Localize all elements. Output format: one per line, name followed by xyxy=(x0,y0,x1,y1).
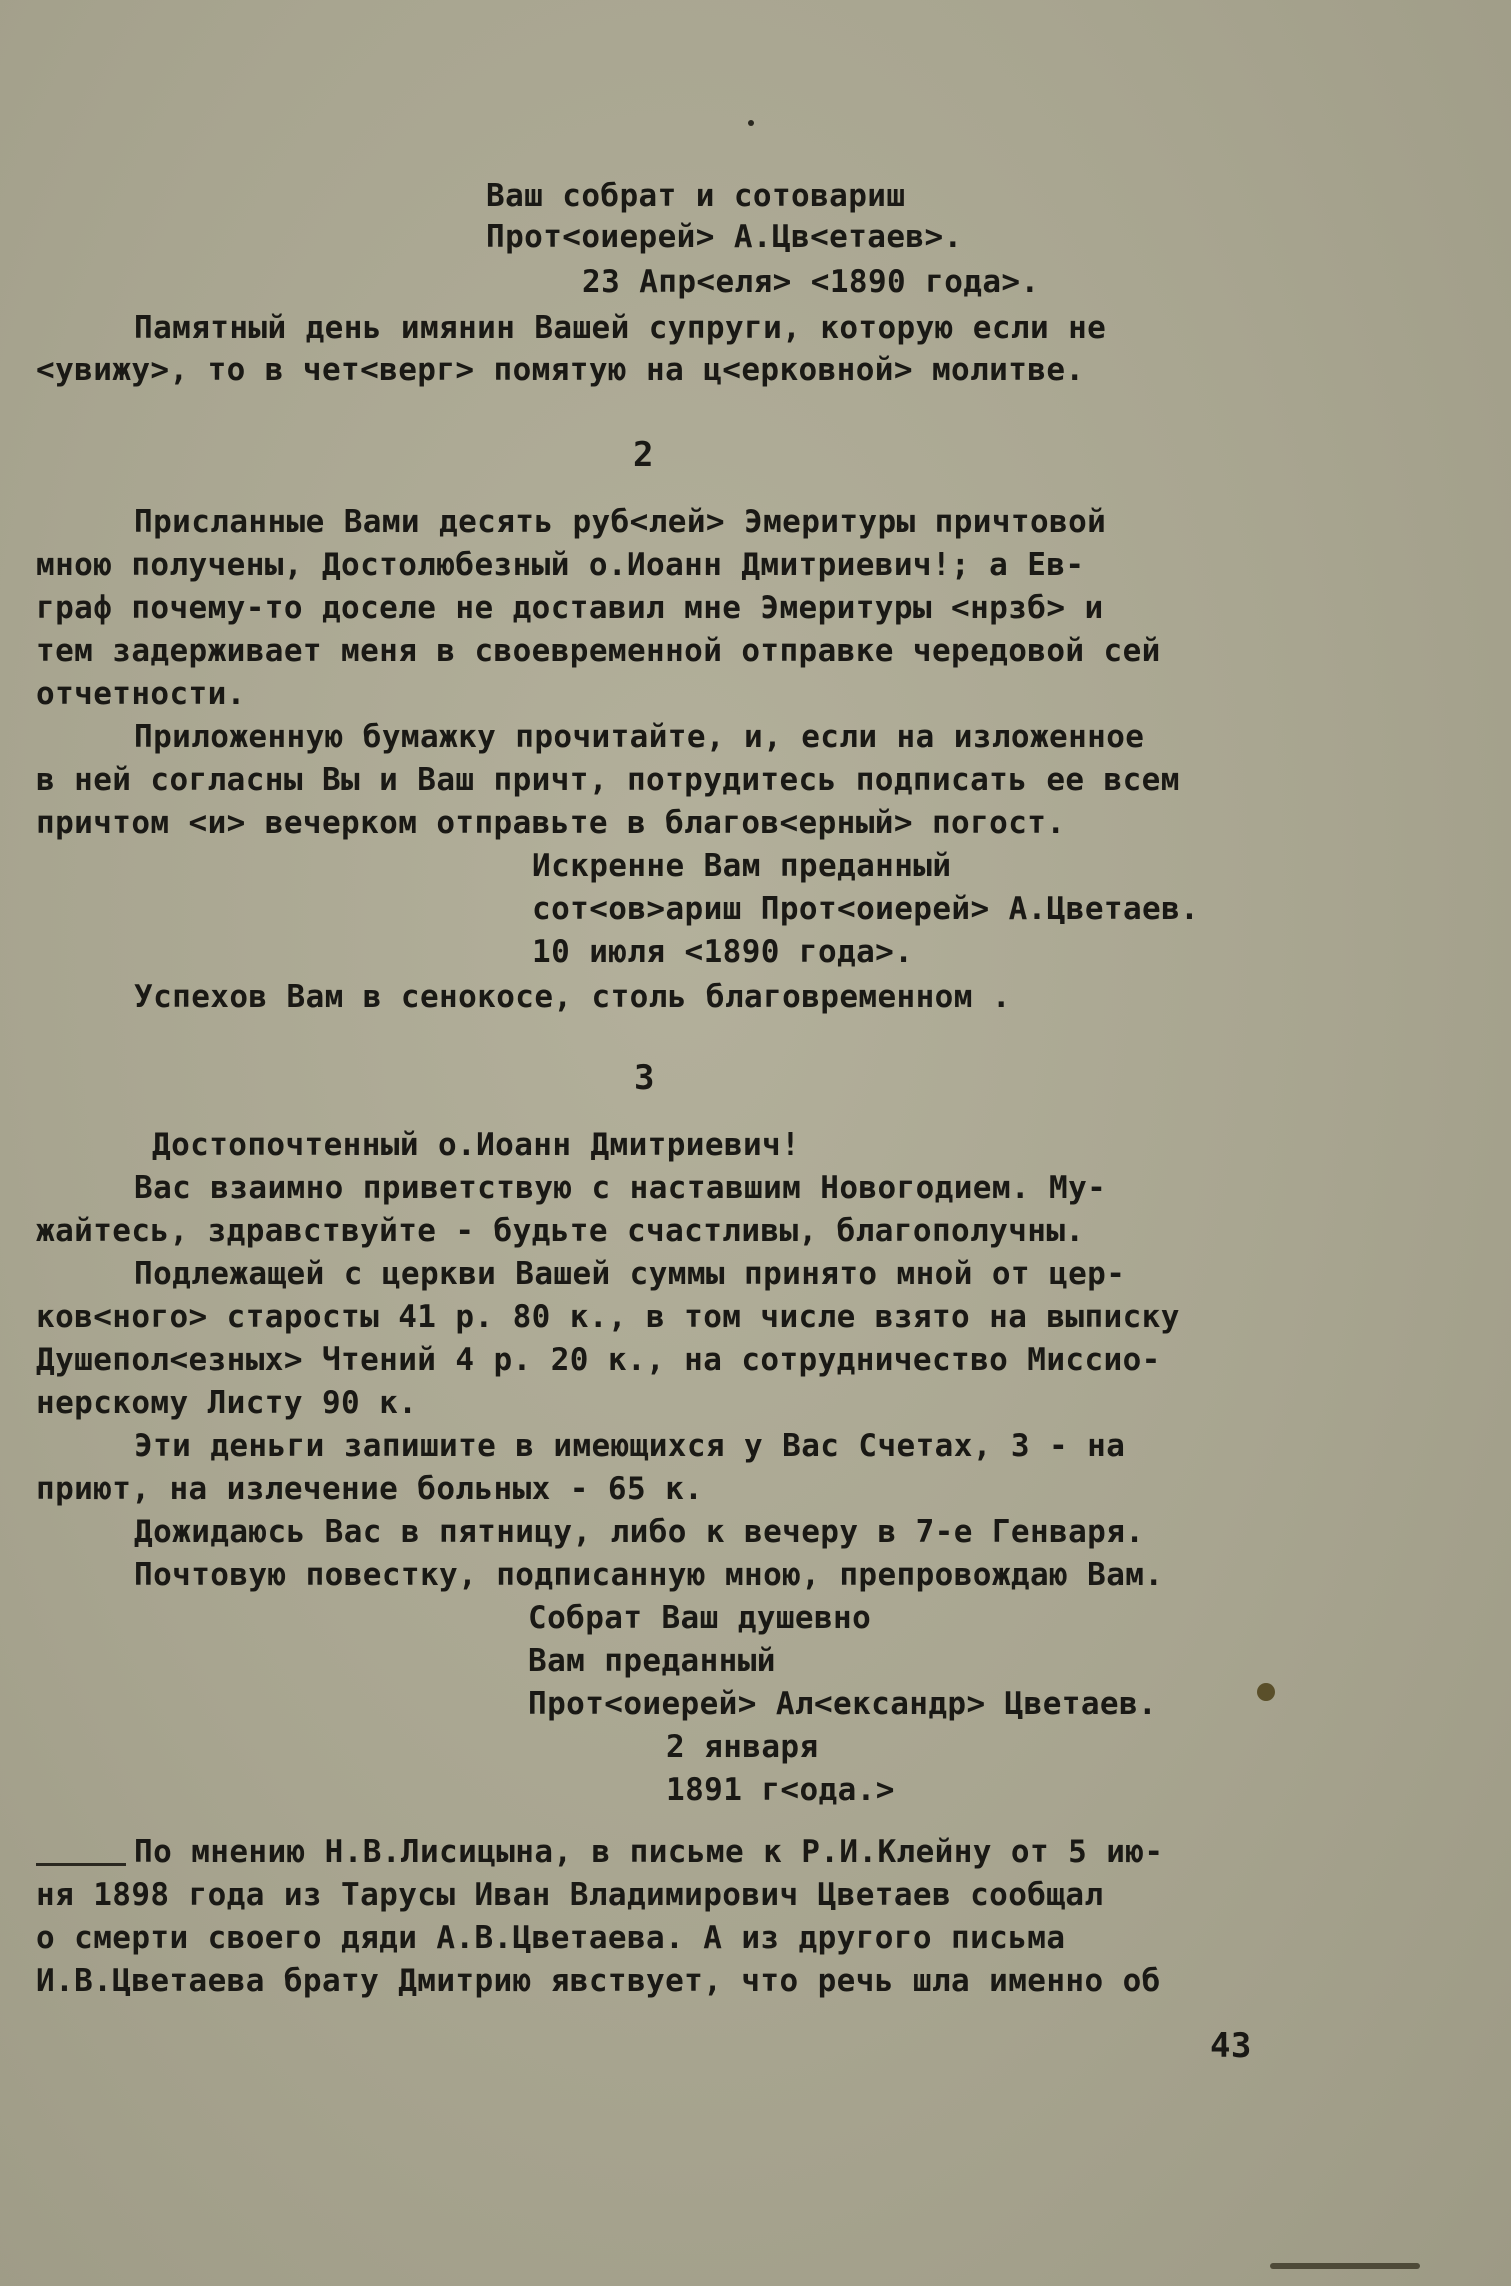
paragraph-line: Присланные Вами десять руб<лей> Эмеритуры причтовой xyxy=(134,504,1107,540)
paragraph-line: Вас взаимно приветствую с наставшим Новогодием. Му- xyxy=(134,1170,1107,1206)
paragraph-line: Дожидаюсь Вас в пятницу, либо к вечеру в 7-е Генваря. xyxy=(134,1514,1145,1550)
page-number: 43 xyxy=(1210,2026,1252,2066)
paragraph-line: Памятный день имянин Вашей супруги, которую если не xyxy=(134,310,1107,346)
signature-line: Собрат Ваш душевно xyxy=(528,1600,872,1636)
paragraph-line: отчетности. xyxy=(36,676,246,712)
commentary-line: о смерти своего дяди А.В.Цветаева. А из другого письма xyxy=(36,1920,1066,1956)
date-line: 1891 г<ода.> xyxy=(666,1772,895,1808)
paragraph-line: приют, на излечение больных - 65 к. xyxy=(36,1471,704,1507)
ink-dot xyxy=(748,120,754,126)
signature-line-1: Ваш собрат и сотовариш xyxy=(486,178,906,214)
letter-number-3: 3 xyxy=(634,1058,655,1098)
paragraph-line: Приложенную бумажку прочитайте, и, если на изложенное xyxy=(134,719,1145,755)
paragraph-line: Почтовую повестку, подписанную мною, препровождаю Вам. xyxy=(134,1557,1164,1593)
date-line: 2 января xyxy=(666,1729,819,1765)
commentary-line: ня 1898 года из Тарусы Иван Владимирович Цветаев сообщал xyxy=(36,1877,1104,1913)
signature-line: Искренне Вам преданный xyxy=(532,848,952,884)
paragraph-line: Душепол<езных> Чтений 4 р. 20 к., на сотрудничество Миссио- xyxy=(36,1342,1161,1378)
paragraph-line: причтом <и> вечерком отправьте в благов<ерный> погост. xyxy=(36,805,1066,841)
paragraph-line: Успехов Вам в сенокосе, столь благовременном . xyxy=(134,979,1011,1015)
paragraph-line: <увижу>, то в чет<верг> помятую на ц<ерковной> молитве. xyxy=(36,352,1085,388)
paragraph-line: в ней согласны Вы и Ваш причт, потрудитесь подписать ее всем xyxy=(36,762,1180,798)
letter-number-2: 2 xyxy=(633,435,654,475)
ink-spot xyxy=(1257,1683,1275,1701)
salutation: Достопочтенный о.Иоанн Дмитриевич! xyxy=(152,1127,801,1163)
paragraph-line: нерскому Листу 90 к. xyxy=(36,1385,418,1421)
signature-line: Вам преданный xyxy=(528,1643,776,1679)
paragraph-line: мною получены, Достолюбезный о.Иоанн Дмитриевич!; а Ев- xyxy=(36,547,1085,583)
footnote-rule xyxy=(36,1863,126,1866)
signature-line: сот<ов>ариш Прот<оиерей> А.Цветаев. xyxy=(532,891,1200,927)
paragraph-line: Подлежащей с церкви Вашей суммы принято мной от цер- xyxy=(134,1256,1126,1292)
signature-line-2: Прот<оиерей> А.Цв<етаев>. xyxy=(486,219,963,255)
signature-line: Прот<оиерей> Ал<ександр> Цветаев. xyxy=(528,1686,1158,1722)
commentary-line: По мнению Н.В.Лисицына, в письме к Р.И.Клейну от 5 ию- xyxy=(134,1834,1164,1870)
ink-smudge xyxy=(1270,2263,1420,2269)
paragraph-line: жайтесь, здравствуйте - будьте счастливы, благополучны. xyxy=(36,1213,1085,1249)
paragraph-line: Эти деньги запишите в имеющихся у Вас Счетах, 3 - на xyxy=(134,1428,1126,1464)
date-line: 10 июля <1890 года>. xyxy=(532,934,914,970)
paragraph-line: ков<ного> старосты 41 р. 80 к., в том числе взято на выписку xyxy=(36,1299,1180,1335)
date-line-1: 23 Апр<еля> <1890 года>. xyxy=(582,264,1040,300)
paragraph-line: тем задерживает меня в своевременной отправке чередовой сей xyxy=(36,633,1161,669)
paragraph-line: граф почему-то доселе не доставил мне Эмеритуры <нрзб> и xyxy=(36,590,1104,626)
bleed-through-decoration xyxy=(1000,150,1016,194)
commentary-line: И.В.Цветаева брату Дмитрию явствует, что речь шла именно об xyxy=(36,1963,1161,1999)
